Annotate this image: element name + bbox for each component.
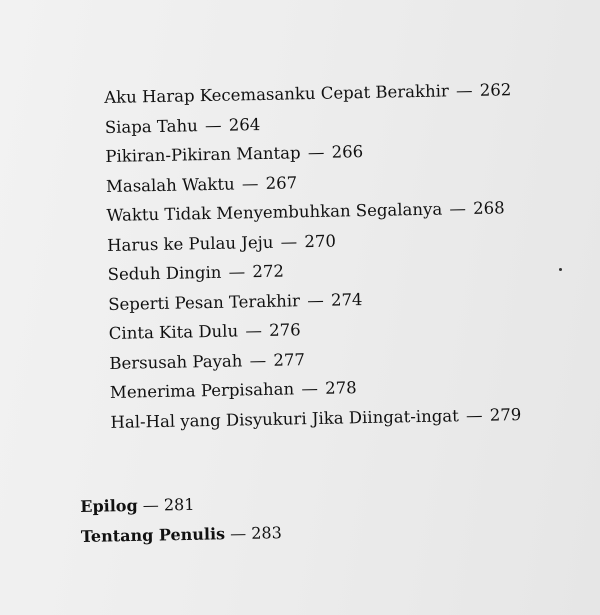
back-matter-list <box>80 488 282 552</box>
back-matter-page: 283 <box>251 523 282 543</box>
back-matter-page: 281 <box>163 494 195 515</box>
toc-separator: — <box>301 378 319 399</box>
toc-entry-page: 267 <box>265 172 298 193</box>
toc-separator: — <box>204 115 222 135</box>
toc-entry-page: 262 <box>479 80 512 100</box>
toc-entry-page: 268 <box>472 198 505 218</box>
toc-separator: — <box>280 231 298 252</box>
back-matter-entry-epilog <box>80 488 282 522</box>
toc-separator: — <box>249 350 267 370</box>
toc-entry-page: 272 <box>252 261 285 282</box>
toc-entry-page: 274 <box>330 289 363 310</box>
paper-speck <box>559 268 562 271</box>
toc-entry-title: Harus ke Pulau Jeju <box>106 232 274 255</box>
toc-separator: — <box>241 173 259 193</box>
toc-separator: — <box>449 199 467 219</box>
toc-separator: — <box>245 321 263 341</box>
toc-separator: — <box>465 405 483 425</box>
toc-entry-title: Hal-Hal yang Disyukuri Jika Diingat-ingat <box>110 405 459 432</box>
toc-entry-page: 264 <box>228 114 261 135</box>
toc-entry-page: 277 <box>273 349 306 370</box>
toc-separator: — <box>307 142 325 163</box>
toc-entry-title: Siapa Tahu <box>104 115 198 137</box>
toc-entry-title: Aku Harap Kecemasanku Cepat Berakhir <box>104 81 449 107</box>
toc-separator: — <box>455 80 473 101</box>
toc-entry-page: 279 <box>489 404 522 425</box>
toc-separator: — <box>307 290 324 310</box>
table-of-contents <box>104 74 581 437</box>
toc-entry-title: Masalah Waktu <box>105 174 235 196</box>
toc-entry-title: Cinta Kita Dulu <box>108 321 239 343</box>
toc-entry-page: 266 <box>331 142 364 162</box>
back-matter-title: Tentang Penulis <box>80 524 226 546</box>
toc-entry-page: 270 <box>304 231 337 251</box>
toc-entry-title: Bersusah Payah <box>109 350 243 373</box>
toc-entry-title: Menerima Perpisahan <box>109 379 295 402</box>
toc-separator: — <box>142 495 159 515</box>
toc-entry-title: Seperti Pesan Terakhir <box>108 290 301 314</box>
toc-entry-title: Waktu Tidak Menyembuhkan Segalanya <box>106 199 443 225</box>
toc-entry-title: Pikiran-Pikiran Mantap <box>105 143 301 166</box>
toc-separator: — <box>229 523 247 544</box>
toc-separator: — <box>228 262 246 282</box>
toc-entry-page: 278 <box>324 378 357 398</box>
toc-entry-title: Seduh Dingin <box>107 262 222 284</box>
back-matter-entry-author <box>81 518 283 552</box>
toc-entry-page: 276 <box>268 320 301 340</box>
back-matter-title: Epilog <box>80 495 138 516</box>
